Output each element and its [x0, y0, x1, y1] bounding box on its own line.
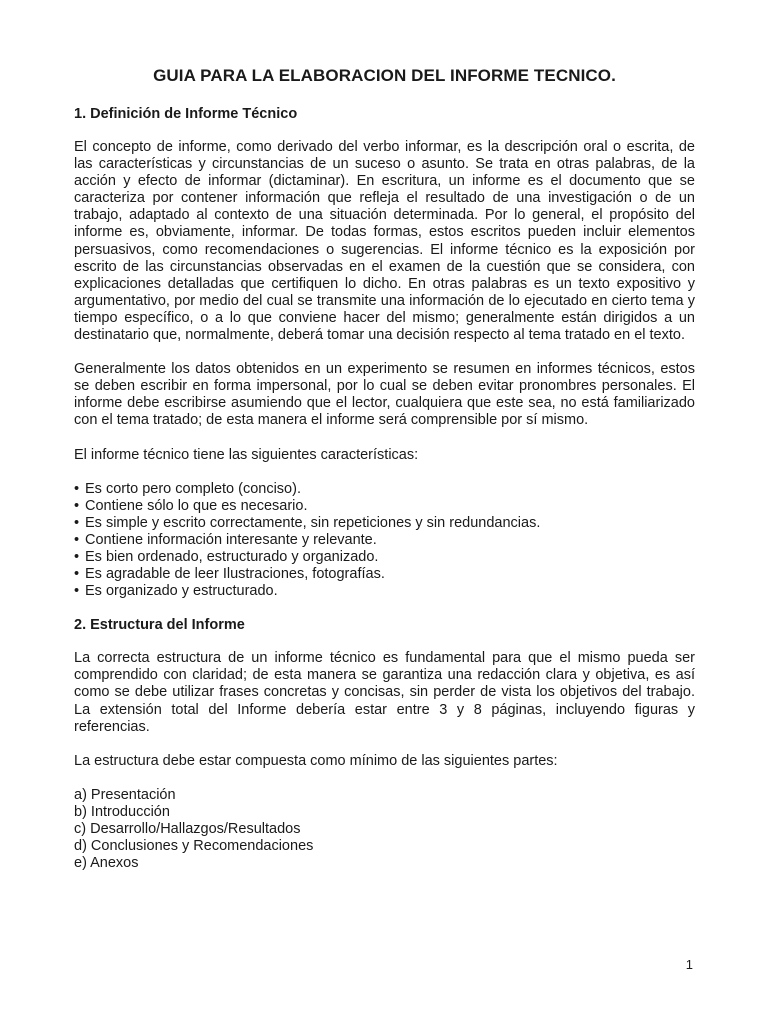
list-item-text: Es simple y escrito correctamente, sin repeticiones y sin redundancias. [85, 514, 541, 531]
list-item: c) Desarrollo/Hallazgos/Resultados [74, 821, 301, 837]
section-2-paragraph-2: La estructura debe estar compuesta como mínimo de las siguientes partes: [74, 752, 558, 769]
list-item: e) Anexos [74, 855, 139, 872]
bullet-icon: • [74, 497, 80, 514]
list-item [74, 566, 695, 583]
list-item-text: Es organizado y estructurado. [85, 583, 278, 600]
section-1-paragraph-2: Generalmente los datos obtenidos en un experimento se resumen en informes técnicos, estos se deben escribir en forma impersonal, por lo cual se deben evitar pronombres personales. El informe debe escribirse asumiendo que el lector, cualquiera que este sea, no está familiarizado con el tema tratado; de esta manera el informe será comprensible por sí mismo. [74, 361, 695, 429]
bullet-icon: • [74, 583, 80, 600]
list-item [74, 532, 695, 549]
list-item [74, 583, 695, 600]
list-item-text: Es bien ordenado, estructurado y organizado. [85, 548, 379, 565]
list-item: a) Presentación [74, 786, 176, 803]
section-2-heading: 2. Estructura del Informe [74, 617, 245, 634]
list-item: b) Introducción [74, 803, 170, 820]
section-2-paragraph-1: La correcta estructura de un informe técnico es fundamental para que el mismo pueda ser comprendido con claridad; de esta manera se garantiza una redacción clara y objetiva, es así como se debe utilizar frases concretas y concisas, sin perder de vista los objetivos del trabajo. La extensión total del Informe debería estar entre 3 y 8 páginas, incluyendo figuras y referencias. [74, 650, 695, 735]
section-1-heading: 1. Definición de Informe Técnico [74, 106, 298, 122]
list-item-text: Contiene sólo lo que es necesario. [85, 497, 308, 514]
document-title: GUIA PARA LA ELABORACION DEL INFORME TECNICO. [153, 66, 616, 85]
list-item-text: Es corto pero completo (conciso). [85, 480, 301, 497]
list-item [74, 481, 695, 498]
bullet-icon: • [74, 480, 80, 497]
section-1-paragraph-1: El concepto de informe, como derivado del verbo informar, es la descripción oral o escrita, de las características y circunstancias de un suceso o asunto. Se trata en otras palabras, de la acción y efecto de informar (dictaminar). En escritura, un informe es el documento que se caracteriza por contener información que refleja el resultado de una investigación o de un trabajo, adaptado al contexto de una situación determinada. Por lo general, el propósito del informe es, obviamente, informar. De todas formas, estos escritos pueden incluir elementos persuasivos, como recomendaciones o sugerencias. El informe técnico es la exposición por escrito de las circunstancias observadas en el examen de la cuestión que se considera, con explicaciones detalladas que certifiquen lo dicho. En otras palabras es un texto expositivo y argumentativo, por medio del cual se transmite una información de lo ejecutado en cierto tema y tiempo específico, o a lo que conviene hacer del mismo; generalmente están dirigidos a un destinatario que, normalmente, deberá tomar una decisión respecto al tema tratado en el texto. [74, 139, 695, 344]
document-page [74, 66, 695, 872]
list-item [74, 515, 695, 532]
bullet-icon: • [74, 531, 80, 548]
bullet-icon: • [74, 566, 80, 583]
list-item [74, 549, 695, 566]
characteristics-list [74, 481, 695, 601]
structure-parts-list [74, 787, 695, 872]
section-1-paragraph-3: El informe técnico tiene las siguientes características: [74, 446, 419, 463]
list-item: d) Conclusiones y Recomendaciones [74, 838, 314, 855]
bullet-icon: • [74, 548, 80, 565]
list-item-text: Contiene información interesante y relevante. [85, 531, 377, 548]
page-number: 1 [685, 957, 693, 972]
bullet-icon: • [74, 514, 80, 531]
list-item [74, 498, 695, 515]
list-item-text: Es agradable de leer Ilustraciones, fotografías. [85, 566, 385, 583]
